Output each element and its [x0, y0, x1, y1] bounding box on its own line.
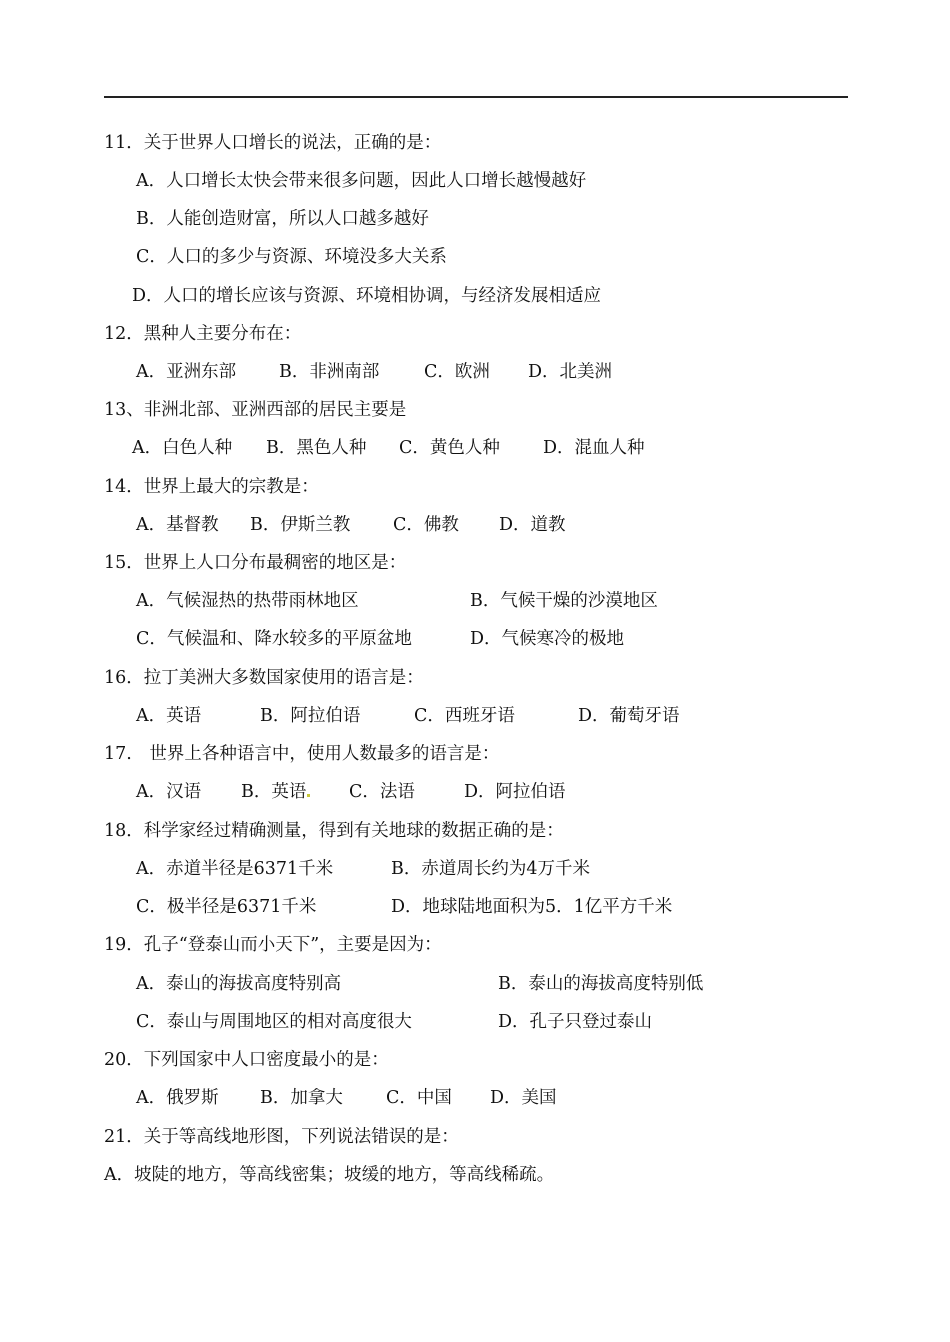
question-20-option-d: D．美国 — [490, 1088, 557, 1108]
stray-mark — [307, 794, 310, 797]
question-15-option-a: A．气候湿热的热带雨林地区 — [136, 591, 359, 611]
question-19-option-d: D．孔子只登过泰山 — [498, 1012, 653, 1032]
question-16-option-d: D．葡萄牙语 — [578, 706, 680, 726]
question-16-option-b: B．阿拉伯语 — [260, 706, 361, 726]
question-11-option-b: B．人能创造财富，所以人口越多越好 — [136, 209, 429, 229]
question-15-option-d: D．气候寒冷的极地 — [470, 629, 625, 649]
question-11-option-d: D．人口的增长应该与资源、环境相协调，与经济发展相适应 — [132, 286, 602, 306]
question-13-option-b: B．黑色人种 — [266, 438, 367, 458]
question-12-stem: 12．黑种人主要分布在： — [104, 324, 302, 344]
question-17-option-b-wrap — [241, 780, 310, 804]
question-20-stem: 20．下列国家中人口密度最小的是： — [104, 1050, 389, 1070]
question-19-stem: 19．孔子“登泰山而小天下”，主要是因为： — [104, 935, 442, 955]
question-14-stem: 14．世界上最大的宗教是： — [104, 477, 319, 497]
question-15-stem: 15．世界上人口分布最稠密的地区是： — [104, 553, 407, 573]
question-12-option-d: D．北美洲 — [528, 362, 613, 382]
question-14-option-d: D．道教 — [499, 515, 566, 535]
question-20-option-a: A．俄罗斯 — [136, 1088, 219, 1108]
question-17-option-c: C．法语 — [349, 782, 415, 802]
question-11-stem: 11．关于世界人口增长的说法，正确的是： — [104, 133, 442, 153]
question-17-option-a: A．汉语 — [136, 782, 202, 802]
question-14-option-c: C．佛教 — [393, 515, 459, 535]
question-13-option-c: C．黄色人种 — [399, 438, 500, 458]
question-18-option-c: C．极半径是6371千米 — [136, 897, 317, 917]
question-14-option-a: A．基督教 — [136, 515, 219, 535]
question-20-option-b: B．加拿大 — [260, 1088, 343, 1108]
question-13-option-a: A．白色人种 — [132, 438, 233, 458]
question-17-option-b: B．英语 — [241, 782, 307, 802]
header-rule — [104, 96, 848, 98]
question-13-option-d: D．混血人种 — [543, 438, 645, 458]
question-11-option-c: C．人口的多少与资源、环境没多大关系 — [136, 247, 447, 267]
question-21-stem: 21．关于等高线地形图，下列说法错误的是： — [104, 1127, 459, 1147]
question-20-option-c: C．中国 — [386, 1088, 452, 1108]
question-13-stem: 13、非洲北部、亚洲西部的居民主要是 — [104, 400, 407, 420]
question-17-stem: 17. 世界上各种语言中，使用人数最多的语言是： — [104, 744, 500, 764]
question-12-option-a: A．亚洲东部 — [136, 362, 237, 382]
question-19-option-c: C．泰山与周围地区的相对高度很大 — [136, 1012, 412, 1032]
question-12-option-b: B．非洲南部 — [279, 362, 380, 382]
question-12-option-c: C．欧洲 — [424, 362, 490, 382]
question-16-option-a: A．英语 — [136, 706, 202, 726]
question-19-option-b: B．泰山的海拔高度特别低 — [498, 974, 704, 994]
question-16-stem: 16．拉丁美洲大多数国家使用的语言是： — [104, 668, 424, 688]
question-11-option-a: A．人口增长太快会带来很多问题，因此人口增长越慢越好 — [136, 171, 587, 191]
question-19-option-a: A．泰山的海拔高度特别高 — [136, 974, 342, 994]
question-15-option-b: B．气候干燥的沙漠地区 — [470, 591, 658, 611]
question-18-option-a: A．赤道半径是6371千米 — [136, 859, 334, 879]
question-21-option-a: A．坡陡的地方，等高线密集；坡缓的地方，等高线稀疏。 — [104, 1165, 555, 1185]
question-18-option-b: B．赤道周长约为4万千米 — [391, 859, 590, 879]
question-18-stem: 18．科学家经过精确测量，得到有关地球的数据正确的是： — [104, 821, 564, 841]
question-17-option-d: D．阿拉伯语 — [464, 782, 566, 802]
question-14-option-b: B．伊斯兰教 — [250, 515, 351, 535]
question-18-option-d: D．地球陆地面积为5．1亿平方千米 — [391, 897, 673, 917]
question-15-option-c: C．气候温和、降水较多的平原盆地 — [136, 629, 412, 649]
question-16-option-c: C．西班牙语 — [414, 706, 515, 726]
